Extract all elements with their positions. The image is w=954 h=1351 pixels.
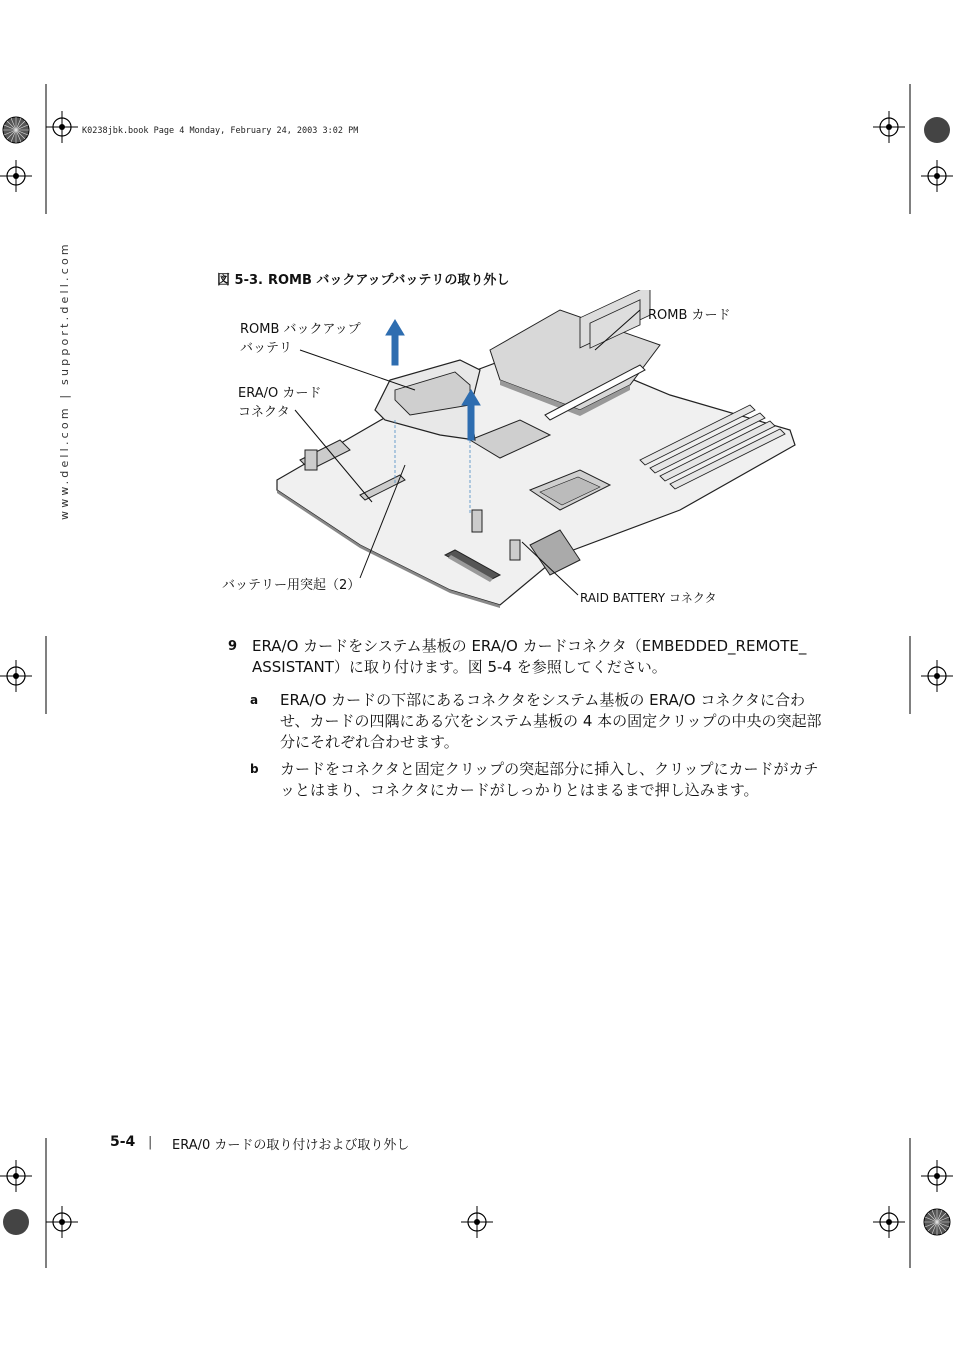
figure-caption <box>217 269 509 288</box>
side-url: www.dell.com | support.dell.com <box>58 241 71 520</box>
substep-label: a <box>250 693 259 707</box>
step-number: 9 <box>228 639 238 654</box>
substep-b <box>250 759 830 801</box>
callout-battery: ROMB バックアップ バッテリ <box>240 322 361 356</box>
figure-title: ROMB バックアップバッテリの取り外し <box>267 273 510 288</box>
substep-text: カードをコネクタと固定クリップの突起部分に挿入し、クリップにカードがカチッとはまり、コネクタにカードがしっかりとはまるまで押し込みます。 <box>280 760 819 799</box>
step-9 <box>228 636 828 678</box>
figure-number: 図 5-3. <box>217 273 263 288</box>
substep-text: ERA/O カードの下部にあるコネクタをシステム基板の ERA/O コネクタに合わせ、カードの四隅にある穴をシステム基板の 4 本の固定クリップの中央の突起部分にそれぞれ合わせます。 <box>280 691 822 751</box>
callout-raid-connector: RAID BATTERY コネクタ <box>580 591 717 605</box>
callout-standoff: バッテリー用突起（2） <box>222 578 361 593</box>
solid-mark-icon <box>924 117 950 143</box>
chapter-title: ERA/0 カードの取り付けおよび取り外し <box>172 1138 410 1153</box>
print-header: K0238jbk.book Page 4 Monday, February 24, 2003 3:02 PM <box>82 126 359 136</box>
callout-romb-card: ROMB カード <box>648 308 731 323</box>
substep-label: b <box>250 762 259 776</box>
substep-a <box>250 690 830 753</box>
page-number: 5-4 <box>110 1134 136 1150</box>
step-text: ERA/O カードをシステム基板の ERA/O カードコネクタ（EMBEDDED_REMOTE_ ASSISTANT）に取り付けます。図 5-4 を参照してください。 <box>252 637 807 676</box>
footer-separator: | <box>148 1135 153 1150</box>
callout-era-connector: ERA/O カード コネクタ <box>238 386 322 420</box>
